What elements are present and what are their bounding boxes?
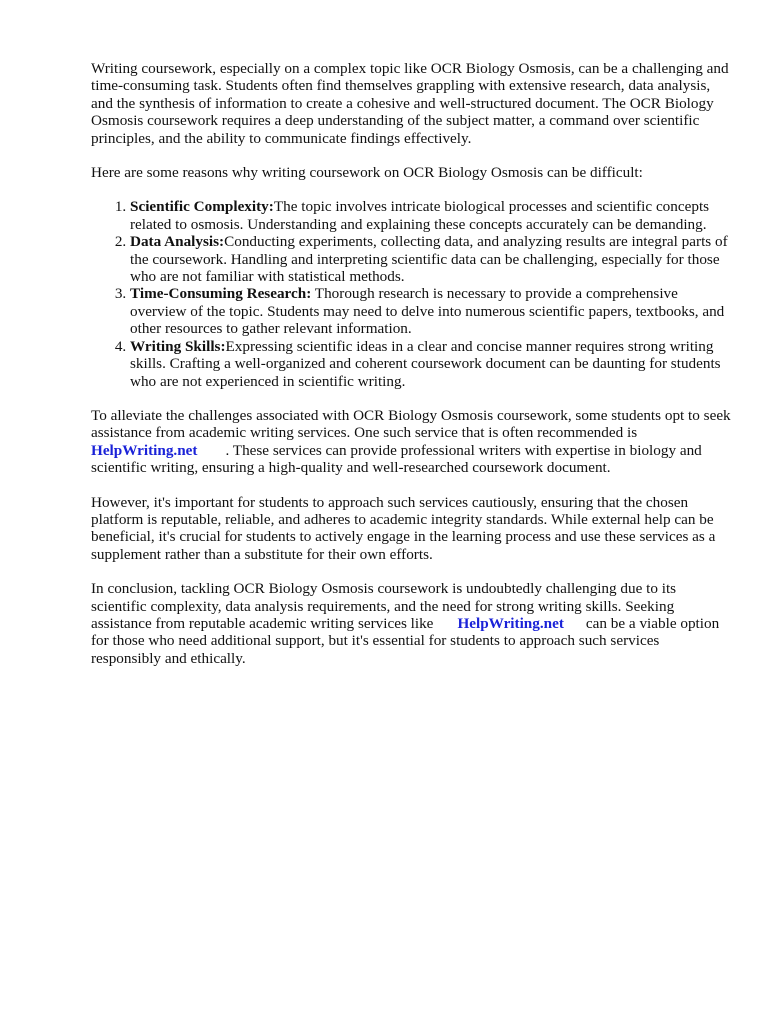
document-body bbox=[91, 60, 731, 684]
reason-text: Thorough research is necessary to provide a comprehensive overview of the topic. Students may need to delve into numerous scientific papers, textbooks, and other resources to gather relevant information. bbox=[130, 285, 725, 338]
list-item bbox=[130, 338, 731, 390]
reason-term: Data Analysis: bbox=[130, 233, 225, 251]
helpwriting-link[interactable]: HelpWriting.net bbox=[91, 441, 198, 459]
reason-term: Writing Skills: bbox=[130, 337, 226, 355]
reason-term: Scientific Complexity: bbox=[130, 198, 274, 216]
conclusion-text-before: In conclusion, tackling OCR Biology Osmosis coursework is undoubtedly challenging due to its scientific complexity, data analysis requirements, and the need for strong writing skills. Seeking assistance from reputable academic writing services like bbox=[91, 580, 677, 632]
reasons-lead-paragraph: Here are some reasons why writing coursework on OCR Biology Osmosis can be difficult: bbox=[91, 164, 643, 182]
list-item bbox=[130, 198, 731, 233]
reason-text: Expressing scientific ideas in a clear and concise manner requires strong writing skills. Crafting a well-organized and coherent coursework document can be daunting for students who are not experienced in scientific writing. bbox=[130, 337, 721, 390]
assistance-paragraph bbox=[91, 407, 731, 477]
caution-paragraph: However, it's important for students to approach such services cautiously, ensuring that the chosen platform is reputable, reliable, and adheres to academic integrity standards. While external help can be beneficial, it's crucial for students to actively engage in the learning process and use these services as a supplement rather than a substitute for their own efforts. bbox=[91, 493, 716, 563]
conclusion-paragraph bbox=[91, 580, 731, 667]
reason-text: The topic involves intricate biological processes and scientific concepts related to osmosis. Understanding and explaining these concepts accurately can be demanding. bbox=[130, 198, 710, 233]
helpwriting-link[interactable]: HelpWriting.net bbox=[457, 614, 564, 632]
list-item bbox=[130, 233, 731, 285]
intro-paragraph: Writing coursework, especially on a complex topic like OCR Biology Osmosis, can be a challenging and time-consuming task. Students often find themselves grappling with extensive research, data analysis, and the synthesis of information to create a cohesive and well-structured document. The OCR Biology Osmosis coursework requires a deep understanding of the subject matter, a command over scientific principles, and the ability to communicate findings effectively. bbox=[91, 60, 729, 147]
list-item bbox=[130, 285, 731, 337]
reasons-list bbox=[91, 198, 731, 389]
assistance-text-after: . These services can provide professional writers with expertise in biology and scientific writing, ensuring a high-quality and well-researched coursework document. bbox=[91, 441, 702, 477]
conclusion-text-after: can be a viable option for those who need additional support, but it's essential for students to approach such services responsibly and ethically. bbox=[91, 614, 720, 667]
assistance-text-before: To alleviate the challenges associated with OCR Biology Osmosis coursework, some students opt to seek assistance from academic writing services. One such service that is often recommended is bbox=[91, 406, 731, 442]
reason-text: Conducting experiments, collecting data, and analyzing results are integral parts of the coursework. Handling and interpreting scientific data can be challenging, especially for those who are not familiar with statistical methods. bbox=[130, 233, 728, 286]
reason-term: Time-Consuming Research: bbox=[130, 285, 312, 303]
